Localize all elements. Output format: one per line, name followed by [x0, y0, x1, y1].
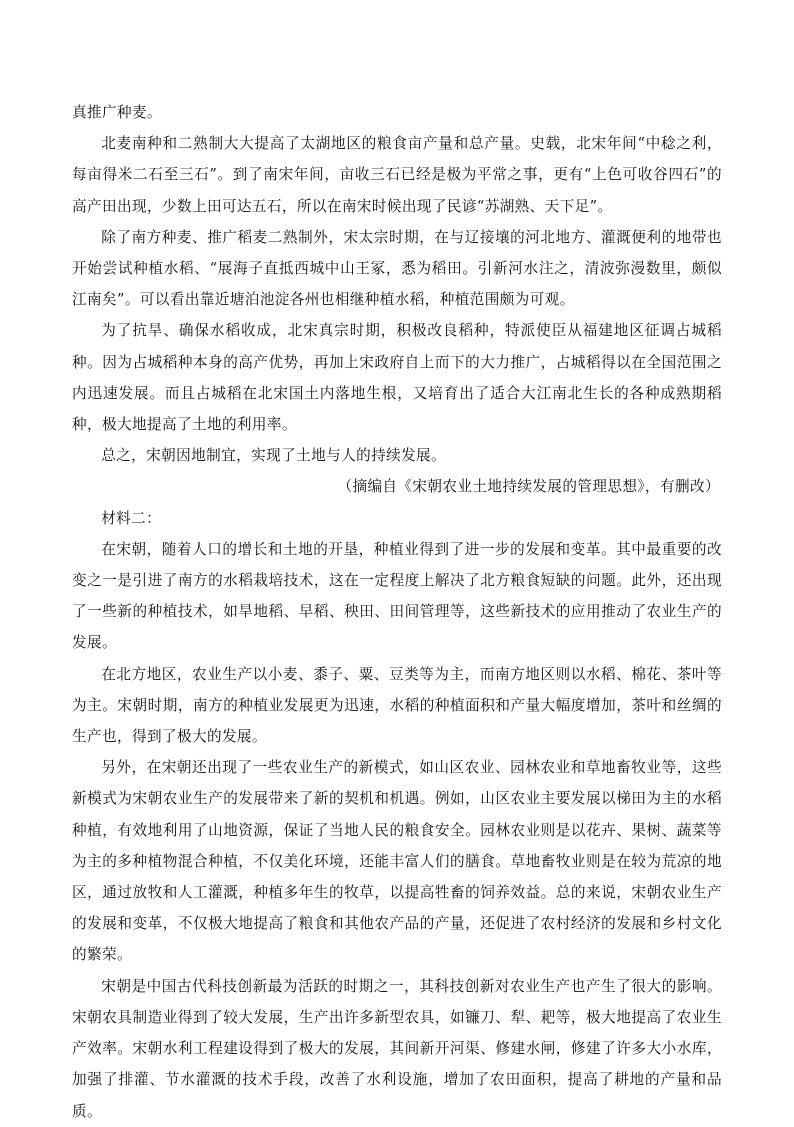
paragraph-champa-rice: 为了抗旱、确保水稻收成，北宋真宗时期，积极改良稻种，特派使臣从福建地区征调占城稻种。因为占城稻种本身的高产优势，再加上宋政府自上而下的大力推广，占城稻得以在全国范围之内迅速发展。而且占城稻在北宋国土内落地生根，又培育出了适合大江南北生长的各种成熟期稻种，极大地提高了土地的利用率。 [72, 322, 722, 434]
paragraph-summary: 总之，宋朝因地制宜，实现了土地与人的持续发展。 [101, 447, 447, 465]
paragraph-taihu-yield: 北麦南种和二熟制大大提高了太湖地区的粮食亩产量和总产量。史载，北宋年间“中稔之利，每亩得米二石至三石”。到了南宋年间，亩收三石已经是极为平常之事，更有“上色可收谷四石”的高产田出现，少数上田可达五石，所以在南宋时候出现了民谚“苏湖熟、天下足”。 [72, 135, 722, 215]
section-heading: 材料二： [101, 509, 162, 527]
paragraph-material2-intro: 在宋朝，随着人口的增长和土地的开垦，种植业得到了进一步的发展和变革。其中最重要的改变之一是引进了南方的水稻栽培技术，这在一定程度上解决了北方粮食短缺的问题。此外，还出现了一些新的种植技术，如旱地稻、早稻、秧田、田间管理等，这些新技术的应用推动了农业生产的发展。 [72, 540, 722, 652]
paragraph-material2-technology: 宋朝是中国古代科技创新最为活跃的时期之一，其科技创新对农业生产也产生了很大的影响。宋朝农具制造业得到了较大发展，生产出许多新型农具，如镰刀、犁、耙等，极大地提高了农业生产效率。宋朝水利工程建设得到了极大的发展，其间新开河渠、修建水闸，修建了许多大小水库，加强了排灌、节水灌溉的技术手段，改善了水利设施，增加了农田面积，提高了耕地的产量和品质。 [72, 977, 722, 1120]
document-body [72, 97, 722, 1127]
paragraph-material2-regions: 在北方地区，农业生产以小麦、黍子、粟、豆类等为主，而南方地区则以水稻、棉花、茶叶等为主。宋朝时期，南方的种植业发展更为迅速，水稻的种植面积和产量大幅度增加，茶叶和丝绸的生产也，得到了极大的发展。 [72, 665, 722, 746]
source-note: （摘编自《宋朝农业土地持续发展的管理思想》，有删改） [337, 478, 720, 496]
paragraph-north-rice: 除了南方种麦、推广稻麦二熟制外，宋太宗时期，在与辽接壤的河北地方、灌溉便利的地带也开始尝试种植水稻、“展海子直抵西城中山王冢，悉为稻田。引新河水注之，清波弥漫数里，颇似江南矣”。可以看出靠近塘泊池淀各州也相继种植水稻，种植范围颇为可观。 [72, 228, 722, 309]
paragraph-continuation: 真推广种麦。 [72, 104, 162, 121]
paragraph-material2-new-models: 另外，在宋朝还出现了一些农业生产的新模式，如山区农业、园林农业和草地畜牧业等，这些新模式为宋朝农业生产的发展带来了新的契机和机遇。例如，山区农业主要发展以梯田为主的水稻种植，有效地利用了山地资源，保证了当地人民的粮食安全。园林农业则是以花卉、果树、蔬菜等为主的多种植物混合种植，不仅美化环境，还能丰富人们的膳食。草地畜牧业则是在较为荒凉的地区，通过放牧和人工灌溉，种植多年生的牧草，以提高牲畜的饲养效益。总的来说，宋朝农业生产的发展和变革，不仅极大地提高了粮食和其他农产品的产量，还促进了农村经济的发展和乡村文化的繁荣。 [72, 759, 722, 964]
